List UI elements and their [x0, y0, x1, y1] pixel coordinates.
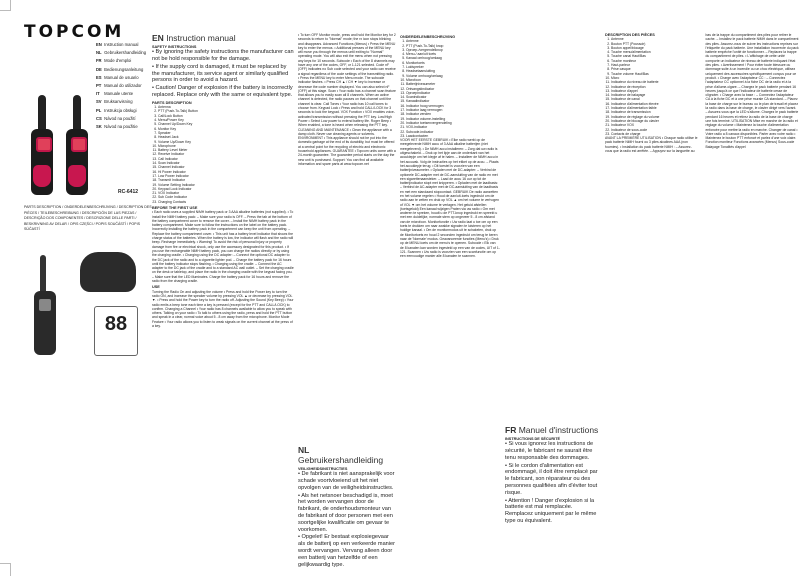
language-item: DE Bedienungsanleitung — [96, 66, 144, 72]
language-item: SK Návod na použitie — [96, 124, 138, 130]
parts-list-item: 1. Antenna — [158, 105, 294, 109]
parts-list-item: 20. Indicator toetsenvergrendeling — [406, 121, 500, 125]
parts-list-item: 7. Speaker — [158, 131, 294, 135]
language-item: NL Gebruikershandleiding — [96, 50, 147, 56]
parts-list-item: 9. Touche volume Haut/Bas — [611, 72, 699, 76]
parts-list-item: 8. Headset Jack — [158, 135, 294, 139]
parts-list-item: 15. Indicateur de canal — [611, 97, 699, 101]
parts-list-item: 22. Indicateur de sous-code — [611, 128, 699, 132]
parts-list-item: 22. Sub Code Indicator — [158, 195, 294, 199]
parts-list-item: 23. Charging Contacts — [158, 200, 294, 204]
language-item: PT Manual do utilizador — [96, 83, 142, 89]
safety-item: • By ignoring the safety instructions the manufacturer can not be hold responsible for the damage. — [152, 49, 294, 63]
safety-item: • Attention ! Danger d'explosion si la batterie est mal remplacée. Remplacez uniquement par le même type ou équivalent. — [505, 497, 597, 525]
safety-heading: VEILIGHEIDSINSTRUCTIES — [298, 467, 348, 471]
parts-list-item: 7. Luidspreker — [406, 65, 500, 69]
use-heading: USE — [152, 285, 160, 290]
parts-list — [605, 37, 699, 136]
safety-item: • De fabrikant is niet aansprakelijk voor schade voortvloeiend uit het niet opvolgen van de veiligheidsinstructies. — [298, 471, 395, 491]
parts-list-item: 22. Subcode-indicator — [406, 130, 500, 134]
parts-list-item: 15. Channel Indicator — [158, 165, 294, 169]
model-number: RC-6412 — [118, 189, 139, 195]
body-text: AVANT LA PREMIÈRE UTILISATION • Chaque radio utilise le pack batterie NiMH fourni ou 3 piles alcalines AAA (non fournies). • Installation du pack batterie NiMH : – Assurez-vous que la radio est arrêtée. – Appuyez sur la languette au bas de la trappe du compartiment des piles pour retirer le cache. – Installez le pack batterie NiMH dans le compartiment des piles. Assurez-vous de suivre les instructions reprises sur l'étiquette du pack batterie. Une installation incorrecte du pack batterie empêche l'unité de fonctionner. – Replacez la trappe du compartiment de piles. • L'affichage de cette unité comporte un indicateur de niveau de batterie indiquant l'état des piles. • Avertissement ! Pour éviter toute blessure ou dommage suite à un incendie ou un choc électrique, utilisez uniquement des accessoires spécifiquement conçus pour ce produit. • Charge avec l'adaptateur CC : – Connectez l'adaptateur CC optionnel à la fiche DC de la radio et à la prise d'allume-cigare. – Chargez le pack batterie pendant 16 heures jusqu'à ce que l'indicateur de batterie cesse de clignoter. • Charge avec la base : – Connectez l'adaptateur CA à la fiche DC et à une prise murale CA standard. – Placez la base de charge sur le bureau ou le plan de travail et placez la radio dans la base de charge, le clavier dirigé vers l'avant. – Assurez-vous que la LED s'allume. Chargez le pack batterie pendant 16 heures et retirez la radio de la base de charge une fois terminé. UTILISATION Mise en marche de la radio et réglage du volume • Maintenez la touche d'alimentation enfoncée pour mettre la radio en marche. Changer de canal • Votre radio a 8 canaux disponibles. Parler avec votre radio • Maintenez le bouton PTT enfoncé et parlez d'une voix claire. Fonction moniteur Fonctions avancées (Menus) Sous-code Balayage Tonalités d'appel — [605, 33, 799, 154]
parts-list-item: 13. Call Indicator — [158, 157, 294, 161]
parts-list-item: 15. Kanaalindicator — [406, 99, 500, 103]
parts-list-item: 23. Contacts de charge — [611, 132, 699, 136]
language-item: PL Instrukcja obsługi — [96, 107, 137, 113]
parts-list-item: 10. Microphone — [158, 144, 294, 148]
parts-list-item: 19. Indicateur de réglage du volume — [611, 115, 699, 119]
language-item: CS Návod na použití — [96, 115, 136, 121]
safety-item: • Opgelet! Er bestaat explosiegevaar als de batterij op een verkeerde manier wordt vervangen. Vervang alleen door een batterij van hetzelfde of een gelijkwaardig type. — [298, 534, 396, 568]
parts-list-item: 16. Indicator hoog vermogen — [406, 104, 500, 108]
parts-list-item: 14. Scanindicator — [406, 95, 500, 99]
parts-list-item: 12. Receive Indicator — [158, 152, 294, 156]
parts-list-item: 9. Volume omhoog/omlaag — [406, 74, 500, 78]
body-text: • Each radio uses a supplied NiMH battery pack or 3 AAA alkaline batteries (not supplied). • To install the NiMH battery pack: – Make sure your radio is OFF. – Press the tab at the bottom of the battery compartment cover to remove the cover. – Install the NiMH battery pack in the battery compartment. Make sure to follow the instructions on the label on the battery pack. Incorrectly installing the battery pack in the compartment can keep the unit from operating. – Replace the battery compartment cover. • This unit has a battery level indicator that shows the charge status of the batteries. When the battery is low, the indicator will flash and the radio will beep. Recharge immediately. • Warning! To avoid the risk of personal injury or property damage from fire or electrical shock, only use the accessory designated for this product. • If you use the rechargeable NiMH battery pack, you can charge the radios directly or by using the charging cradle. • Charging using the DC adapter: – Connect the optional DC adapter to the DC jack of the radio and to a cigarette lighter pod. – Charge the battery pack for 16 hours until the battery indicator stops flashing. • Charging using the cradle: – Connect the AC adapter to the DC jack of the cradle and to a standard AC wall outlet. – Set the charging cradle on the desk or tabletop, and place the radio in the charging cradle with the keypad facing you. – Make sure that the LED illuminates. Charge the battery pack for 16 hours and remove the radio from the charging cradle. — [152, 210, 294, 284]
nl-column — [400, 33, 500, 259]
safety-heading: SAFETY INSTRUCTIONS — [152, 45, 197, 49]
parts-list-item: 12. Indicateur de réception — [611, 85, 699, 89]
parts-list-item: 2. PTT (Push-To-Talk) Button — [158, 109, 294, 113]
parts-list-item: 9. Volume Up/Down Key — [158, 140, 294, 144]
parts-list-item: 2. PTT (Push-To-Talk) knop — [406, 44, 500, 48]
parts-list-item: 17. Low Power Indicator — [158, 174, 294, 178]
safety-item: • Caution! Danger of explosion if the battery is incorrectly replaced. Replace only with the same or equivalent type. — [152, 85, 293, 99]
body-text: Turning the Radio On and adjusting the volume • Press and hold the Power key to turn the radio ON, and increase the speaker volume by pressing VOL ▲ or decrease by pressing VOL ▼. • Press and hold the Power key to turn the radio off. Adjusting the Sound (Key Beep) • Your radio emits a beep tone each time a key is pressed (except for the PTT and CALL/LOCK) to confirm. Changing a Channel • Your radio has 8 channels available to allow you to speak with others. Talking on your radio • To talk to others using the radio, press and hold the PTT button and speak in a clear, normal voice about 5 - 8 cm away from the microphone. Monitor Mode Feature • Your radio allows you to listen to weak signals on the current channel at the press of a key. — [152, 289, 294, 329]
parts-list-item: 1. Antenne — [406, 39, 500, 43]
parts-list-item: 14. Indicateur de balayage — [611, 93, 699, 97]
parts-description-header: PARTS DESCRIPTION / ONDERDELENBESCHRIJVING / DESCRIPTION DES PIÈCES / TEILEBESCHREIBUNG / DESCRIPCIÓN DE LAS PIEZAS / DESCRIÇÃO DOS COMPONENTES / DESCRIZIONE DELLE PARTI / BESKRIVNING AV DELAR / OPIS CZĘŚCI / POPIS SOUČÁSTÍ / POPIS SÚČASTÍ — [24, 205, 152, 231]
parts-heading: ONDERDELENBESCHRIJVING — [400, 35, 456, 39]
safety-item: • Als het netsnoer beschadigd is, moet het worden vervangen door de fabrikant, de onderhoudsmonteur van de fabrikant of door personen met een soortgelijke kwalificatie om gevaar te voorkomen. — [298, 492, 393, 533]
parts-list-item: 11. Battery Level Meter — [158, 148, 294, 152]
parts-list-item: 3. Call/Lock Button — [158, 114, 294, 118]
language-list — [96, 41, 146, 131]
section-title-fr: FR Manuel d'instructions — [505, 425, 599, 435]
parts-list-item: 4. Touche menu/alimentation — [611, 50, 699, 54]
parts-list-item: 6. Monitor Key — [158, 127, 294, 131]
parts-list-item: 23. Laadcontacten — [406, 134, 500, 138]
safety-item: • If the supply cord is damaged, it must be replaced by the manufacturer, its service agent or similarly qualified persons in order to avoid a hazard. — [152, 63, 289, 84]
parts-heading: PARTS DESCRIPTION — [152, 100, 192, 105]
parts-list-item: 17. Indicateur d'alimentation faible — [611, 106, 699, 110]
brand-logo: TOPCOM — [24, 22, 125, 42]
parts-list-item: 21. VOX Indicator — [158, 191, 294, 195]
parts-list-item: 21. VOX-indicator — [406, 125, 500, 129]
parts-list-item: 2. Bouton PTT (Poussoir) — [611, 42, 699, 46]
parts-list-item: 18. Transmit Indicator — [158, 178, 294, 182]
parts-list-item: 5. Channel Up/Down Key — [158, 122, 294, 126]
before-use-heading: BEFORE THE FIRST USE — [152, 206, 198, 210]
product-radio-image — [31, 95, 53, 200]
language-item: SV Bruksanvisning — [96, 99, 133, 105]
parts-list-item: 19. Volume Setting Indicator — [158, 183, 294, 187]
parts-list-item: 5. Touche canal Haut/Bas — [611, 54, 699, 58]
parts-list-item: 7. Haut-parleur — [611, 63, 699, 67]
language-item: EN Instruction manual — [96, 42, 139, 47]
charging-cradle-diagram — [80, 252, 136, 292]
crop-mark-top-left — [0, 0, 11, 11]
parts-list-item: 13. Indicateur d'appel — [611, 89, 699, 93]
parts-list-item: 5. Kanaal omhoog/omlaag — [406, 56, 500, 60]
parts-heading: DESCRIPTION DES PIÈCES — [605, 33, 655, 37]
body-text: VOOR HET EERSTE GEBRUIK • Elke radio werkt op de meegeleverde NiMH accu of 3 AAA alkaline batterijen (niet meegeleverd). • De NiMH accu installeren: – Zorg dat uw radio is uitgeschakeld. – Druk op het lipje aan de onderkant van het accuklepje om het klepje af te halen. – Installeer de NiMH accu in het accuvak. Volg de instructies op het etiket op de accu. – Plaats het accuklepje terug. • Dit toestel is voorzien van een batterijniveaumeter. • Opladen met de DC-adapter: – Verbind de optionele DC-adapter met de DC-aansluiting van de radio en met een sigarettenaansteker. – Laad de accu 16 uur op tot de batterijindicator stopt met knipperen. • Opladen met de laadbasis: – Verbind de AC-adapter met de DC-aansluiting van de laadbasis en met een standaard stopcontact. GEBRUIK De radio aanzetten en het volume regelen • Houd de aan/uit-toets ingedrukt om de radio aan te zetten en druk op VOL ▲ om het volume te verhogen of VOL ▼ om het volume te verlagen. Het geluid afstellen (toetsgeluid) Een kanaal wijzigen Praten via uw radio • Om met anderen te spreken, houdt u de PTT-knop ingedrukt en spreekt u met een duidelijke, normale stem op ongeveer 5 - 8 cm afstand van de microfoon. Monitorfunctie • Uw radio laat u toe om op een toets te drukken om naar zwakke signalen te luisteren op het huidige kanaal. • Om de monitormodus uit te schakelen, druk op de Monitortoets en houd 2 seconden ingedrukt om terug te keren naar de 'Normale' modus. Geavanceerde functies (Menu's) • Druk op de MENU-toets om de menu's te openen. Subcode • Elk van de 8 kanalen kan worden ingesteld op een van de codes, UIT of 1-121. Scannen • Uw radio is voorzien van een scanfunctie om op een eenvoudige manier alle 8 kanalen te scannen. — [400, 138, 500, 259]
parts-list-item: 18. Indicator zenden — [406, 112, 500, 116]
parts-list-item: 21. Indicateur VOX — [611, 123, 699, 127]
nl-intro — [298, 445, 396, 569]
parts-list-item: 3. Bouton appel/blocage — [611, 46, 699, 50]
parts-list-item: 17. Indicator laag vermogen — [406, 108, 500, 112]
parts-list-item: 14. Scan Indicator — [158, 161, 294, 165]
parts-list-item: 3. Oproep-/vergrendelknop — [406, 48, 500, 52]
safety-item: • Si le cordon d'alimentation est endommagé, il doit être remplacé par le fabricant, son réparateur ou des personnes qualifiées afin d'éviter tout risque. — [505, 462, 598, 496]
parts-list-item: 8. Headsetaansluiting — [406, 69, 500, 73]
language-item: ES Manual de usuario — [96, 74, 139, 80]
section-title-nl: NL Gebruikershandleiding — [298, 445, 384, 465]
parts-list-item: 19. Indicator volume-instelling — [406, 117, 500, 121]
parts-list-item: 4. Menu/Power Key — [158, 118, 294, 122]
product-radio-image — [66, 95, 88, 200]
parts-list-item: 16. Indicateur d'alimentation élevée — [611, 102, 699, 106]
parts-list-item: 18. Indicateur de transmission — [611, 110, 699, 114]
parts-list-item: 11. Batterijniveaumeter — [406, 82, 500, 86]
parts-list-item: 20. Keypad Lock Indicator — [158, 187, 294, 191]
language-item: FR Mode d'emploi — [96, 58, 132, 64]
parts-list-item: 8. Prise casque — [611, 67, 699, 71]
crop-mark-bottom-left — [0, 563, 11, 576]
en-column-1 — [152, 33, 294, 329]
parts-list-item: 10. Micro — [611, 76, 699, 80]
parts-list-item: 1. Antenne — [611, 37, 699, 41]
body-text: • To turn OFF Monitor mode, press and hold the Monitor key for 2 seconds to return to "Normal" mode; the rx icon stops blinking and disappears. Advanced Functions (Menus) • Press the MENU key to enter the menus. • Additional presses of the MENU key will move you through the menus until exiting to "Normal" operating mode. You will also exit the menu when not pressing any keys for 10 seconds. Subcode • Each of the 8 channels may have any one of the codes, OFF, or 1-121 selected. Code nF (OFF) indicates no Sub code selected and your radio can receive a signal regardless of the code settings of the transmitting radio. • Press the MENU key to enter Menu mode. The subcode indicator flashes. • Press CH ▲ / CH ▼ key to increase or decrease the code number displayed. You can also select nF (OFF) at this stage. Scan • Your radio has a channel scan feature that allows you to easily scan all 8 channels. When an active channel is detected, the radio pauses on that channel until the channel is clear. Call Tones • Your radio has 10 call tones to choose from. Keypad Lock • Press and hold CALL/LOCK for 3 seconds to lock the keypad. VOX Function • VOX enables voice-activated transmission without pressing the PTT key. Low/High Power • Select Low power to extend battery life. Roger Beep • When enabled, a tone is heard when releasing the PTT key. CLEANING AND MAINTENANCE • Clean the appliance with a damp cloth. Never use cleaning agents or solvents. ENVIRONMENT • This appliance should not be put into the domestic garbage at the end of its durability, but must be offered at a central point for the recycling of electric and electronic household appliances. GUARANTEE • Topcom units come with a 24-month guarantee. The guarantee period starts on the day the new unit is purchased. Support: You can find all available information and spare parts at www.topcom.net — [298, 33, 396, 166]
parts-list-item: 12. Ontvangstindicator — [406, 87, 500, 91]
parts-list — [152, 105, 294, 204]
parts-list-item: 4. Menu-/ aan/uit toets — [406, 52, 500, 56]
section-title-en: EN Instruction manual — [152, 33, 236, 43]
safety-heading: INSTRUCTIONS DE SÉCURITÉ — [505, 437, 561, 441]
parts-list-item: 6. Monitortoets — [406, 61, 500, 65]
en-column-2 — [298, 33, 396, 167]
fr-intro — [505, 425, 600, 526]
parts-list-item: 13. Oproepindicator — [406, 91, 500, 95]
radio-diagram — [34, 255, 70, 355]
parts-list — [400, 39, 500, 138]
fr-columns — [605, 33, 799, 153]
parts-list-item: 6. Touche moniteur — [611, 59, 699, 63]
parts-list-item: 16. Hi Power Indicator — [158, 170, 294, 174]
safety-item: • Si vous ignorez les instructions de sécurité, le fabricant ne saurait être tenu responsable des dommages. — [505, 441, 594, 461]
parts-list-item: 11. Indicateur du niveau de batterie — [611, 80, 699, 84]
parts-list-item: 20. Indicateur de blocage du clavier — [611, 119, 699, 123]
lcd-display-diagram: 88 — [94, 306, 138, 356]
language-item: IT Manuale utente — [96, 91, 134, 97]
parts-list-item: 10. Microfoon — [406, 78, 500, 82]
